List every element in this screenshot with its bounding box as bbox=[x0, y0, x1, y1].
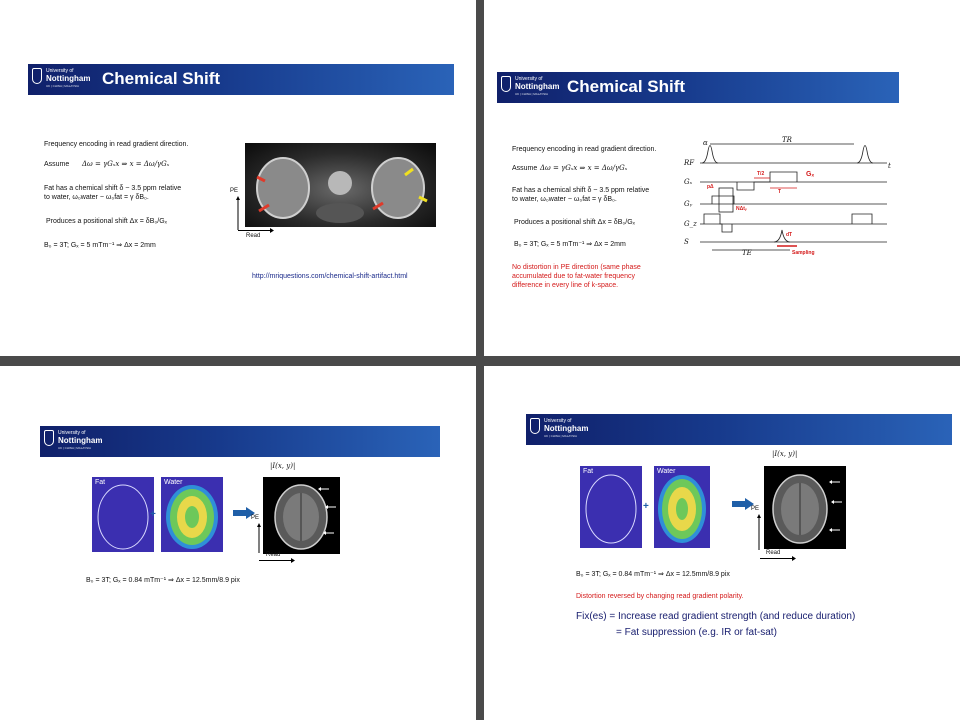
phi-label: pΔ bbox=[707, 184, 714, 190]
logo-name: Nottingham bbox=[544, 424, 589, 433]
sampling-label: Sampling bbox=[792, 250, 815, 256]
fat-shift-line-2: to water, ω₀water − ω₀fat = γ δB₀. bbox=[44, 194, 149, 201]
logo-locations: UK | CHINA | MALAYSIA bbox=[515, 92, 549, 96]
combined-brain-drawing bbox=[764, 466, 846, 549]
crest-icon bbox=[32, 68, 42, 84]
positional-shift-text: Produces a positional shift Δx = δB₀/Gₓ bbox=[514, 219, 635, 226]
logo-university: University of bbox=[515, 76, 543, 82]
fix-line-2: = Fat suppression (e.g. IR or fat-sat) bbox=[616, 627, 777, 638]
equation-1: Δω = γGₓx ⇒ x = Δω/γGₓ bbox=[540, 164, 628, 172]
university-logo bbox=[501, 75, 561, 100]
b0-example: B₀ = 3T; Gₓ = 0.84 mTm⁻¹ ⇒ Δx = 12.5mm/8.9 pix bbox=[576, 571, 730, 578]
logo-name: Nottingham bbox=[515, 82, 560, 91]
te-label: TE bbox=[742, 249, 752, 256]
rf-pulse bbox=[702, 146, 718, 164]
ndt-label: NΔtᵧ bbox=[736, 206, 747, 212]
fat-map-image bbox=[580, 466, 642, 548]
freq-encoding-text: Frequency encoding in read gradient direction. bbox=[44, 141, 189, 148]
university-logo bbox=[44, 429, 104, 454]
logo-university: University of bbox=[46, 68, 74, 74]
b0-example: B₀ = 3T; Gₓ = 5 mTm⁻¹ ⇒ Δx = 2mm bbox=[514, 241, 626, 248]
logo-locations: UK | CHINA | MALAYSIA bbox=[58, 446, 92, 450]
crest-icon bbox=[44, 430, 54, 446]
slide-banner bbox=[28, 64, 454, 95]
polarity-note: Distortion reversed by changing read gradient polarity. bbox=[576, 593, 744, 600]
positional-shift-text: Produces a positional shift Δx = δB₀/Gₓ bbox=[46, 218, 167, 225]
water-label: Water bbox=[164, 479, 183, 486]
assume-label: Assume bbox=[512, 165, 538, 172]
slide-2[interactable] bbox=[484, 0, 960, 356]
slide-banner bbox=[497, 72, 899, 103]
intensity-label: |I(x, y)| bbox=[270, 462, 296, 470]
gz-label: G_z bbox=[684, 220, 697, 228]
slide-banner bbox=[40, 426, 440, 457]
gx-label: Gₓ bbox=[684, 178, 693, 186]
crest-icon bbox=[530, 418, 540, 434]
pulse-sequence-diagram bbox=[682, 136, 894, 256]
reference-link[interactable]: http://mriquestions.com/chemical-shift-artifact.html bbox=[252, 273, 408, 280]
t-axis-label: t bbox=[888, 162, 891, 170]
pe-arrow-icon bbox=[757, 514, 761, 550]
read-label: Read bbox=[266, 552, 281, 558]
b0-example: B₀ = 3T; Gₓ = 5 mTm⁻¹ ⇒ Δx = 2mm bbox=[44, 242, 156, 249]
t-label: T bbox=[778, 189, 782, 195]
water-map-drawing bbox=[161, 477, 223, 552]
logo-university: University of bbox=[58, 430, 86, 436]
fat-map-drawing bbox=[92, 477, 154, 552]
read-label: Read bbox=[246, 233, 261, 239]
kidney-mri-drawing bbox=[245, 143, 436, 227]
pe-label: PE bbox=[751, 506, 760, 512]
fat-shift-line-1: Fat has a chemical shift δ ~ 3.5 ppm relative bbox=[512, 187, 650, 194]
water-map-image bbox=[161, 477, 223, 552]
gz-rewinder bbox=[852, 214, 872, 224]
read-label: Read bbox=[766, 550, 781, 556]
slide-title: Chemical Shift bbox=[102, 69, 221, 88]
fat-shift-line-2: to water, ω₀water − ω₀fat = γ δB₀. bbox=[512, 196, 617, 203]
university-logo bbox=[32, 67, 92, 92]
fat-map-image bbox=[92, 477, 154, 552]
gx-readout-label: Gₓ bbox=[806, 171, 815, 178]
fat-label: Fat bbox=[583, 468, 594, 475]
slide-1[interactable] bbox=[0, 0, 476, 356]
alpha-label: α bbox=[703, 139, 708, 147]
slide-3[interactable] bbox=[0, 366, 476, 720]
pe-label: PE bbox=[251, 515, 260, 521]
pe-label: PE bbox=[230, 188, 239, 194]
slide-banner bbox=[526, 414, 952, 445]
gx-waveform bbox=[737, 172, 797, 190]
crest-icon bbox=[501, 76, 511, 92]
signal-label: S bbox=[684, 238, 689, 246]
logo-university: University of bbox=[544, 418, 572, 424]
equation-1: Δω = γGₓx ⇒ x = Δω/γGₓ bbox=[82, 160, 170, 168]
water-map-drawing bbox=[654, 466, 710, 548]
water-label: Water bbox=[657, 468, 676, 475]
gz-select-lobe bbox=[712, 196, 734, 204]
plus-sign: + bbox=[643, 501, 649, 512]
logo-locations: UK | CHINA | MALAYSIA bbox=[544, 434, 578, 438]
assume-label: Assume bbox=[44, 161, 70, 168]
fat-map-drawing bbox=[580, 466, 642, 548]
university-logo bbox=[530, 417, 590, 442]
combined-image bbox=[263, 477, 340, 554]
rf-label: RF bbox=[684, 159, 695, 167]
pe-arrow-icon bbox=[236, 196, 240, 230]
fix-line-1: Fix(es) = Increase read gradient strength (and reduce duration) bbox=[576, 611, 856, 622]
fat-shift-line-1: Fat has a chemical shift δ ~ 3.5 ppm relative bbox=[44, 185, 182, 192]
b0-example: B₀ = 3T; Gₓ = 0.84 mTm⁻¹ ⇒ Δx = 12.5mm/8.9 pix bbox=[86, 577, 240, 584]
t-half-label: T/2 bbox=[757, 171, 765, 177]
combined-image bbox=[764, 466, 846, 549]
slide-title: Chemical Shift bbox=[567, 77, 686, 96]
logo-name: Nottingham bbox=[58, 436, 103, 445]
logo-locations: UK | CHINA | MALAYSIA bbox=[46, 84, 80, 88]
slide-4[interactable] bbox=[484, 366, 960, 720]
logo-name: Nottingham bbox=[46, 74, 91, 83]
gz-waveform bbox=[704, 214, 732, 232]
phase-table bbox=[719, 188, 733, 212]
pe-note-line-3: difference in every line of k-space. bbox=[512, 282, 619, 289]
read-arrow-icon bbox=[760, 556, 796, 561]
intensity-label: |I(x, y)| bbox=[772, 450, 798, 458]
rf-pulse-2 bbox=[857, 146, 873, 164]
combined-brain-drawing bbox=[263, 477, 340, 554]
pe-note-line-2: accumulated due to fat-water frequency bbox=[512, 273, 635, 280]
dt-label: dT bbox=[786, 232, 793, 238]
water-map-image bbox=[654, 466, 710, 548]
freq-encoding-text: Frequency encoding in read gradient direction. bbox=[512, 146, 657, 153]
tr-label: TR bbox=[782, 136, 792, 144]
read-arrow-icon bbox=[259, 558, 295, 563]
plus-sign: + bbox=[150, 509, 156, 520]
pe-note-line-1: No distortion in PE direction (same phase bbox=[512, 264, 641, 271]
gy-label: Gᵧ bbox=[684, 200, 693, 208]
kidney-mri-image bbox=[245, 143, 436, 227]
fat-label: Fat bbox=[95, 479, 106, 486]
pe-arrow-icon bbox=[257, 523, 261, 553]
